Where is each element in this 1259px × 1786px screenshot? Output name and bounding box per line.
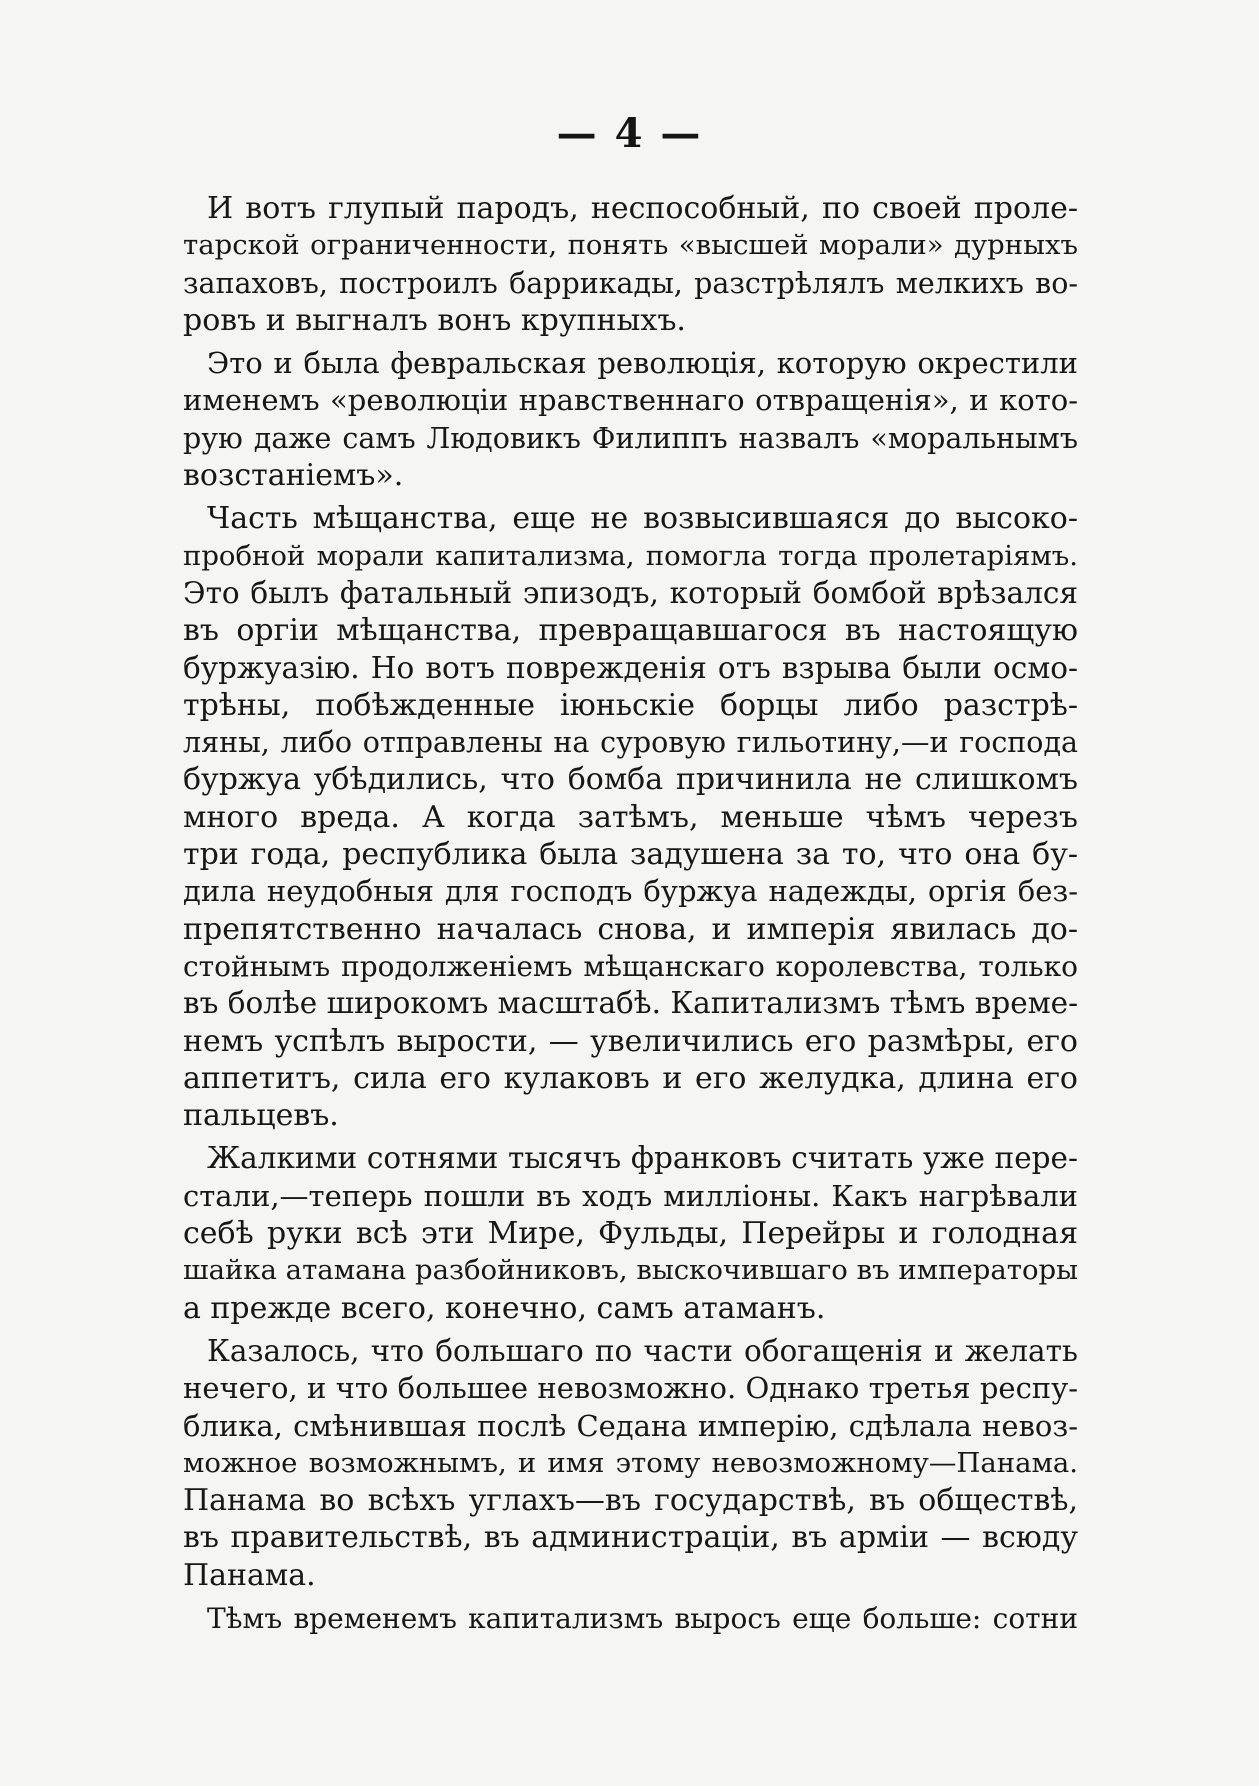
text-line: ровъ и выгналъ вонъ крупныхъ. [183,302,686,338]
text-line: Это былъ фатальный эпизодъ, который бомбой врѣзался [183,575,1078,610]
text-line: ляны, либо отправлены на суровую гильотину,—и господа [183,726,1078,760]
text-line: можное возможнымъ, и имя этому невозможному—Панама. [183,1446,1078,1479]
paragraph [183,345,1078,494]
text-line: пробной морали капитализма, помогла тогда пролетаріямъ. [183,539,1078,572]
text-line: Жалкими сотнями тысячъ франковъ считать уже пере- [207,1141,1078,1176]
page-number: — 4 — [556,110,703,157]
text-line: нечего, и что большее невозможно. Однако третья респу- [183,1371,1078,1406]
paragraph [183,500,1078,1134]
text-line: запаховъ, построилъ баррикады, разстрѣлялъ мелкихъ во- [183,266,1078,300]
text-line: буржуа убѣдились, что бомба причинила не слишкомъ [183,762,1078,798]
text-line: стали,—теперь пошли въ ходъ милліоны. Какъ нагрѣвали [183,1178,1078,1213]
paragraph [183,190,1078,339]
text-line: И вотъ глупый пародъ, неспособный, по своей проле- [207,191,1078,226]
paragraph [183,1140,1078,1326]
text-line: пальцевъ. [183,1098,339,1134]
text-line: а прежде всего, конечно, самъ атаманъ. [183,1290,826,1326]
text-line: Это и была февральская революція, которую окрестили [207,346,1078,381]
paragraph [183,1600,1078,1637]
text-line: въ оргіи мѣщанства, превращавшагося въ настоящую [183,613,1078,649]
text-line: тарской ограниченности, понять «высшей морали» дурныхъ [183,229,1078,262]
text-line: буржуазію. Но вотъ поврежденія отъ взрыва были осмо- [183,650,1078,685]
text-line: дила неудобныя для господъ буржуа надежды, оргія без- [183,874,1078,909]
text-line: себѣ руки всѣ эти Мире, Фульды, Перейры и голодная [183,1216,1078,1252]
text-line: стойнымъ продолженіемъ мѣщанскаго королевства, только [183,949,1078,983]
text-line: трѣны, побѣжденные іюньскіе борцы либо разстрѣ- [183,687,1078,723]
text-line: въ правительствѣ, въ администраціи, въ арміи — всюду [183,1520,1078,1556]
body-text [183,190,1078,1637]
text-line: три года, республика была задушена за то, что она бу- [183,837,1078,873]
text-line: возстаніемъ». [183,458,404,494]
text-line: Часть мѣщанства, еще не возвысившаяся до высоко- [207,501,1078,537]
text-line: Панама. [183,1557,316,1593]
text-line: Панама во всѣхъ углахъ—въ государствѣ, въ обществѣ, [183,1483,1078,1519]
text-line: шайка атамана разбойниковъ, выскочившаго въ императоры [183,1254,1078,1287]
text-line: блика, смѣнившая послѣ Седана имперію, сдѣлала невоз- [183,1408,1078,1443]
text-line: именемъ «революціи нравственнаго отвращенія», и кото- [183,383,1078,418]
text-line: рую даже самъ Людовикъ Филиппъ назвалъ «моральнымъ [183,421,1078,455]
text-line: Казалось, что большаго по части обогащенія и желать [207,1333,1078,1368]
paragraph [183,1333,1078,1594]
text-line: много вреда. А когда затѣмъ, меньше чѣмъ черезъ [183,799,1078,835]
text-line: въ болѣе широкомъ масштабѣ. Капитализмъ тѣмъ време- [183,986,1079,1021]
text-line: немъ успѣлъ вырости, — увеличились его размѣры, его [183,1023,1078,1059]
text-line: аппетитъ, сила его кулаковъ и его желудка, длина его [183,1060,1078,1096]
text-line: препятственно началась снова, и имперія явилась до- [183,911,1078,947]
text-line: Тѣмъ временемъ капитализмъ выросъ еще больше: сотни [207,1601,1078,1635]
